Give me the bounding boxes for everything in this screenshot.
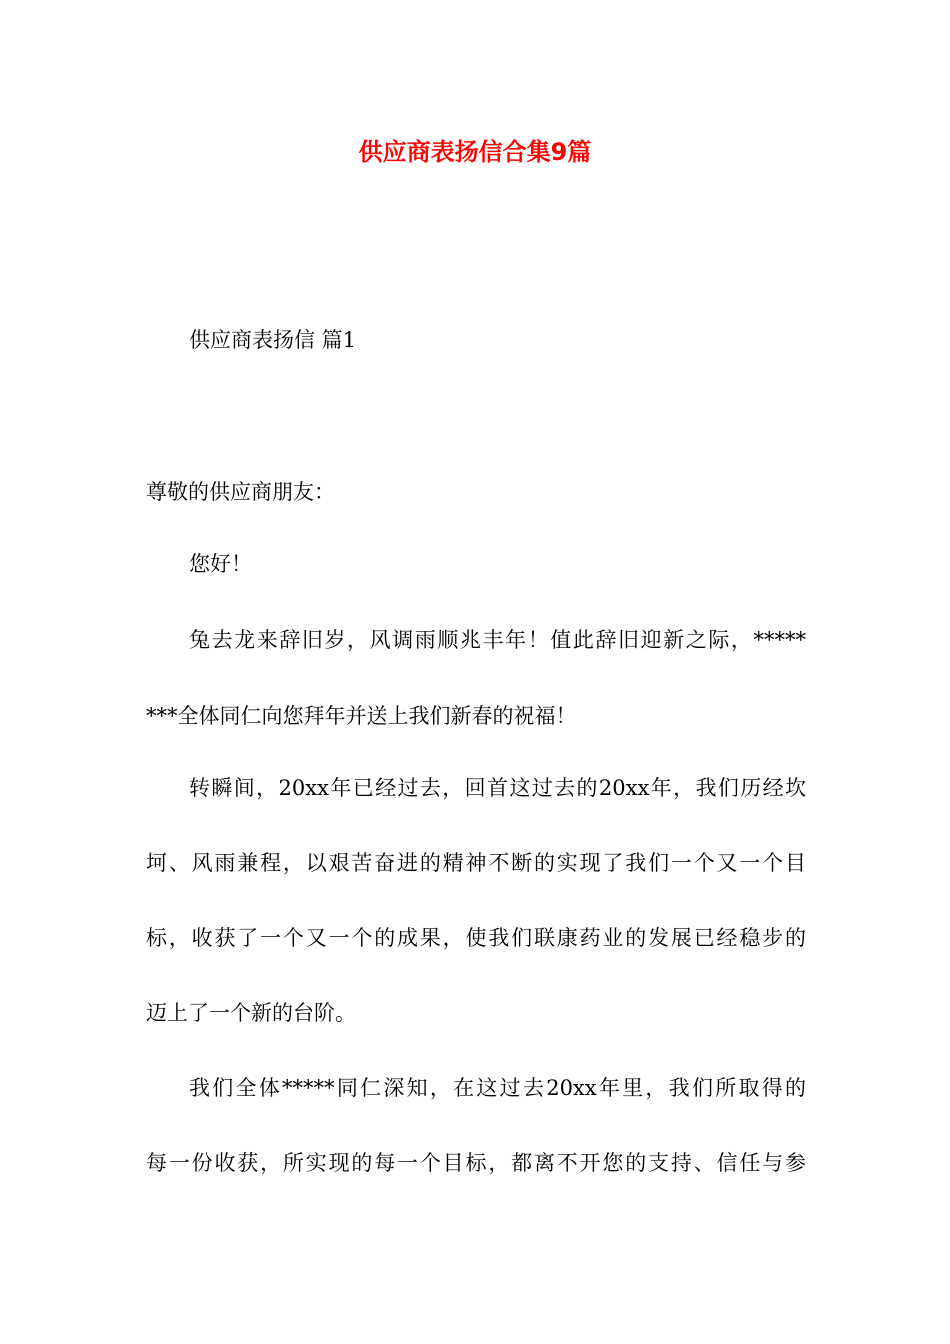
paragraph-line: 标，收获了一个又一个的成果，使我们联康药业的发展已经稳步的 [146,926,806,950]
paragraph-line: 每一份收获，所实现的每一个目标，都离不开您的支持、信任与参 [146,1151,806,1175]
paragraph-line: ***全体同仁向您拜年并送上我们新春的祝福！ [146,704,577,728]
document-title: 供应商表扬信合集9篇 [358,138,592,166]
paragraph-line: 转瞬间，20xx年已经过去，回首这过去的20xx年，我们历经坎 [189,776,806,800]
section-heading: 供应商表扬信 篇1 [189,328,357,352]
salutation-line: 尊敬的供应商朋友： [146,480,335,504]
greeting-line: 您好！ [189,552,252,576]
paragraph-line: 迈上了一个新的台阶。 [146,1001,356,1025]
paragraph-line: 坷、风雨兼程，以艰苦奋进的精神不断的实现了我们一个又一个目 [146,851,806,875]
paragraph-line: 兔去龙来辞旧岁，风调雨顺兆丰年！值此辞旧迎新之际，***** [189,628,806,652]
paragraph-line: 我们全体*****同仁深知，在这过去20xx年里，我们所取得的 [189,1076,806,1100]
